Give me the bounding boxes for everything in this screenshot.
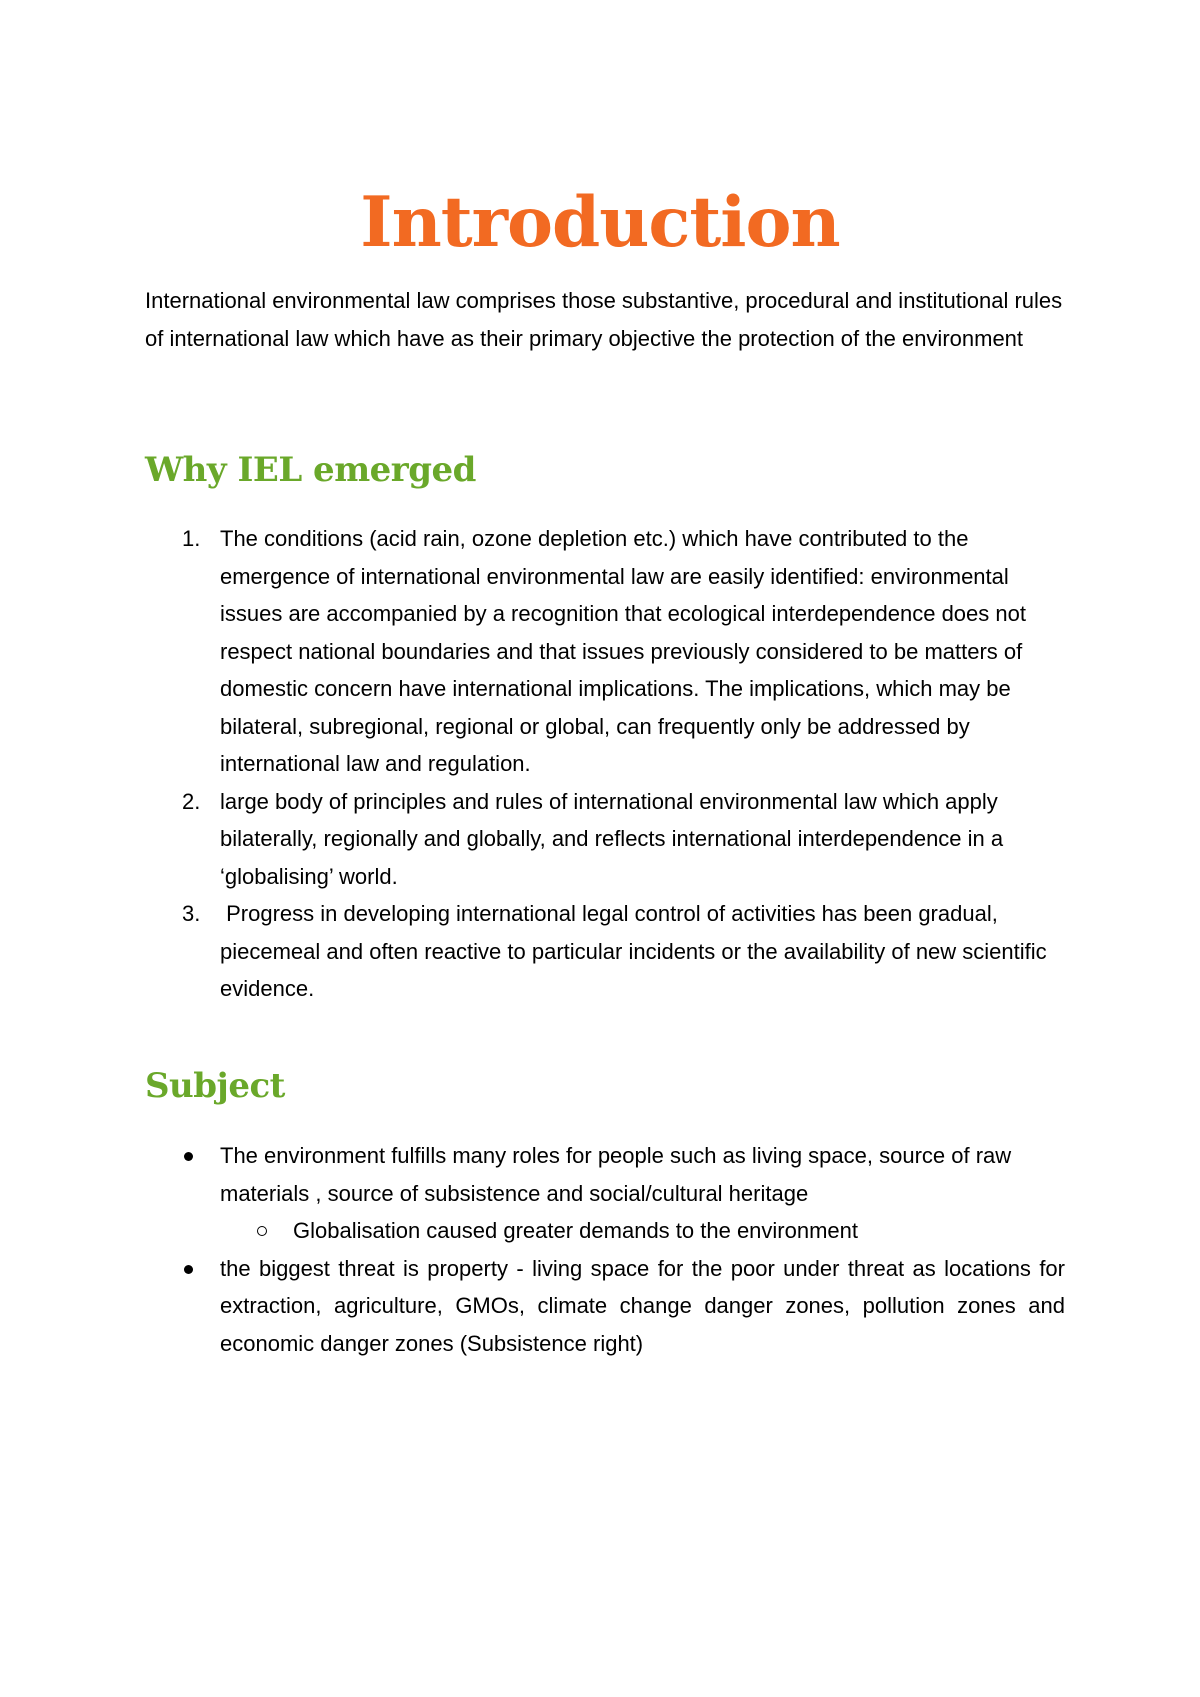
why-list bbox=[145, 520, 1065, 1008]
list-item bbox=[145, 895, 1065, 1008]
list-item bbox=[145, 783, 1065, 896]
section-heading-why: Why IEL emerged bbox=[145, 450, 476, 490]
list-item bbox=[145, 1137, 1065, 1250]
subject-list bbox=[145, 1137, 1065, 1362]
bullet-icon bbox=[184, 1152, 193, 1161]
page-title: Introduction bbox=[360, 182, 840, 263]
list-item-text: large body of principles and rules of international environmental law which apply bilaterally, regionally and globally, and reflects international interdependence in a ‘globalising’ world. bbox=[220, 788, 1004, 889]
list-item bbox=[145, 520, 1065, 783]
intro-paragraph: International environmental law comprises those substantive, procedural and institutional rules of international law which have as their primary objective the protection of the environment bbox=[145, 288, 1063, 351]
list-item bbox=[145, 1250, 1065, 1363]
bullet-icon bbox=[184, 1265, 193, 1274]
sub-list bbox=[220, 1212, 1065, 1250]
sub-list-item bbox=[145, 1212, 1065, 1250]
list-number: 3. bbox=[182, 901, 201, 926]
list-item-text: the biggest threat is property - living space for the poor under threat as locations for extraction, agriculture, GMOs, climate change danger zones, pollution zones and economic danger zones (Subsistence right) bbox=[220, 1255, 1065, 1356]
list-item-text: The conditions (acid rain, ozone depletion etc.) which have contributed to the emergence of international environmental law are easily identified: environmental issues are accompanied by a recognition that ecological interdependence does not respect national boundaries and that issues previously considered to be matters of domestic concern have international implications. The implications, which may be bilateral, subregional, regional or global, can frequently only be addressed by international law and regulation. bbox=[220, 526, 1026, 776]
hollow-bullet-icon bbox=[257, 1226, 267, 1236]
list-number: 2. bbox=[182, 788, 201, 814]
list-number: 1. bbox=[182, 526, 201, 551]
sub-list-item-text: Globalisation caused greater demands to the environment bbox=[293, 1218, 859, 1243]
list-item-text: Progress in developing international legal control of activities has been gradual, piecemeal and often reactive to particular incidents or the availability of new scientific evidence. bbox=[220, 901, 1053, 1001]
list-item-text: The environment fulfills many roles for people such as living space, source of raw materials , source of subsistence and social/cultural heritage bbox=[220, 1143, 1012, 1206]
section-heading-subject: Subject bbox=[145, 1066, 285, 1106]
